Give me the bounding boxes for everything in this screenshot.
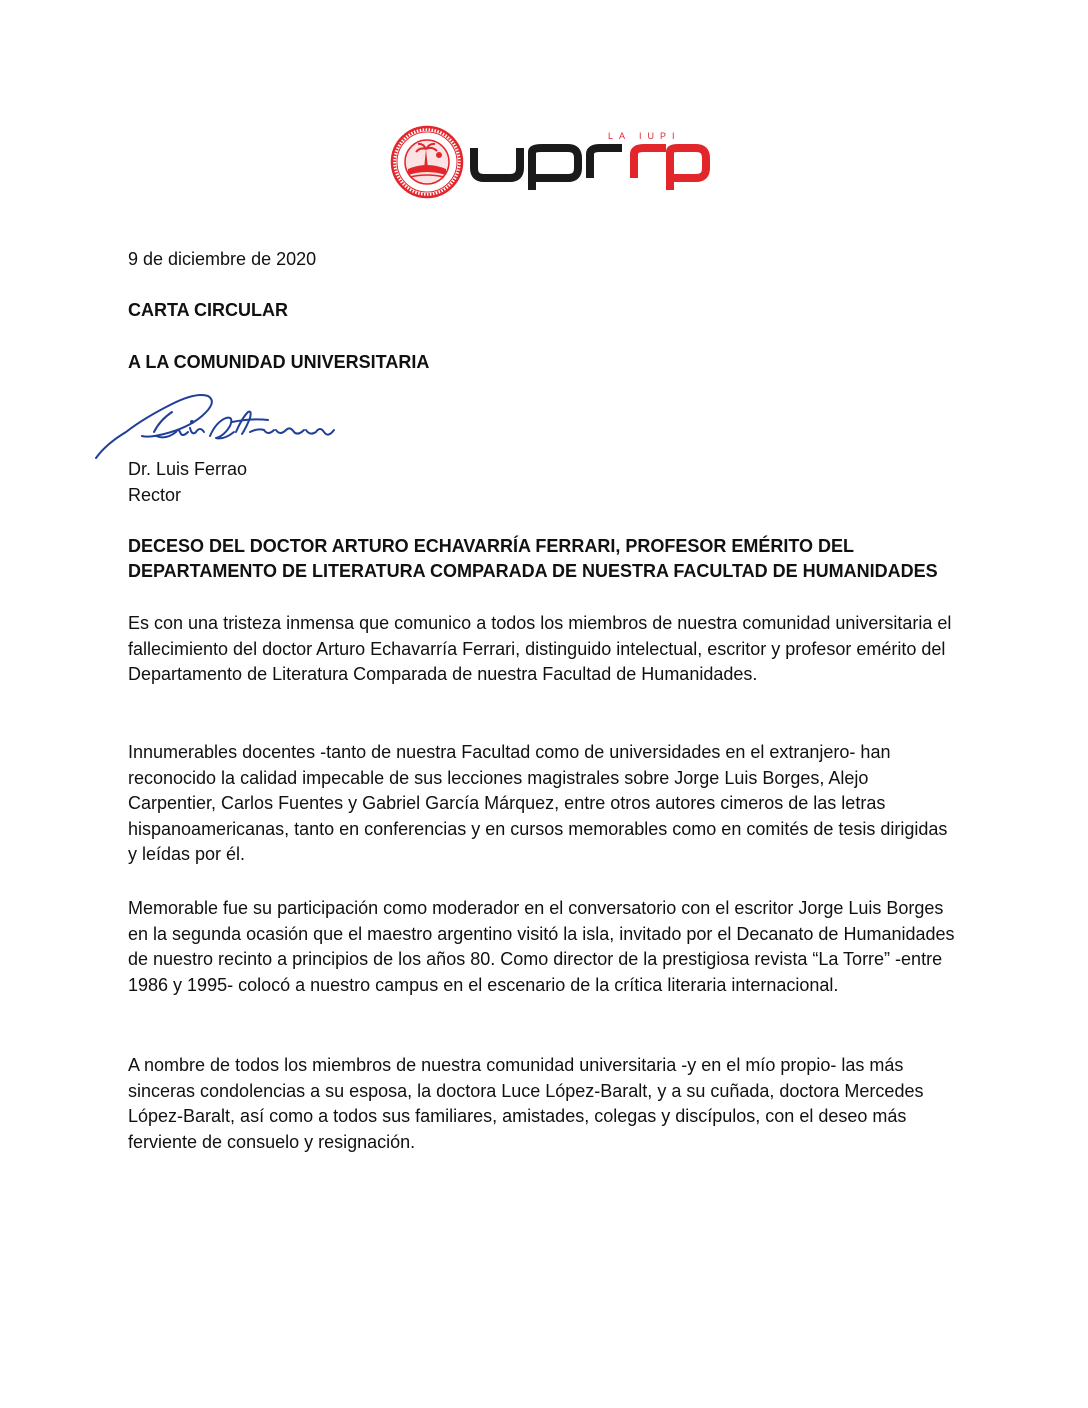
university-seal-icon (390, 125, 464, 199)
body-paragraph (128, 740, 958, 868)
letter-subject (128, 534, 958, 584)
paragraph-text: A nombre de todos los miembros de nuestra comunidad universitaria -y en el mío propio- las más sinceras condolencias a su esposa, la doctora Luce López-Baralt, y a su cuñada, doctora Mercedes López-Baralt, así como a todos sus familiares, amistades, colegas y discípulos, con el deseo más ferviente de consuelo y resignación. (128, 1055, 924, 1152)
body-paragraph (128, 1053, 958, 1155)
handwritten-signature (92, 388, 342, 463)
subject-line: DECESO DEL DOCTOR ARTURO ECHAVARRÍA FERRARI, PROFESOR EMÉRITO DEL (128, 536, 855, 556)
letter-heading: CARTA CIRCULAR (128, 300, 288, 320)
paragraph-text: Es con una tristeza inmensa que comunico a todos los miembros de nuestra comunidad universitaria el fallecimiento del doctor Arturo Echavarría Ferrari, distinguido intelectual, escritor y profesor emérito del Departamento de Literatura Comparada de nuestra Facultad de Humanidades. (128, 613, 952, 684)
logo-tagline: LA IUPI (608, 131, 681, 141)
body-paragraph (128, 611, 958, 688)
uprrp-wordmark (470, 130, 710, 190)
body-paragraph (128, 896, 958, 998)
paragraph-text: Memorable fue su participación como moderador en el conversatorio con el escritor Jorge Luis Borges en la segunda ocasión que el maestro argentino visitó la isla, invitado por el Decanato de Humanidades de nuestro recinto a principios de los años 80. Como director de la prestigiosa revista “La Torre” -entre 1986 y 1995- colocó a nuestro campus en el escenario de la crítica literaria internacional. (128, 898, 955, 995)
university-logo (390, 125, 710, 199)
signer-title: Rector (128, 485, 182, 505)
letter-recipient: A LA COMUNIDAD UNIVERSITARIA (128, 352, 430, 372)
signer-name: Dr. Luis Ferrao (128, 459, 248, 479)
paragraph-text: Innumerables docentes -tanto de nuestra Facultad como de universidades en el extranjero- han reconocido la calidad impecable de sus lecciones magistrales sobre Jorge Luis Borges, Alejo Carpentier, Carlos Fuentes y Gabriel García Márquez, entre otros autores cimeros de las letras hispanoamericanas, tanto en conferencias y en cursos memorables como en comités de tesis dirigidas y leídas por él. (128, 742, 948, 864)
letter-date: 9 de diciembre de 2020 (128, 249, 317, 269)
signer-block (128, 456, 247, 508)
subject-line: DEPARTAMENTO DE LITERATURA COMPARADA DE NUESTRA FACULTAD DE HUMANIDADES (128, 561, 938, 581)
